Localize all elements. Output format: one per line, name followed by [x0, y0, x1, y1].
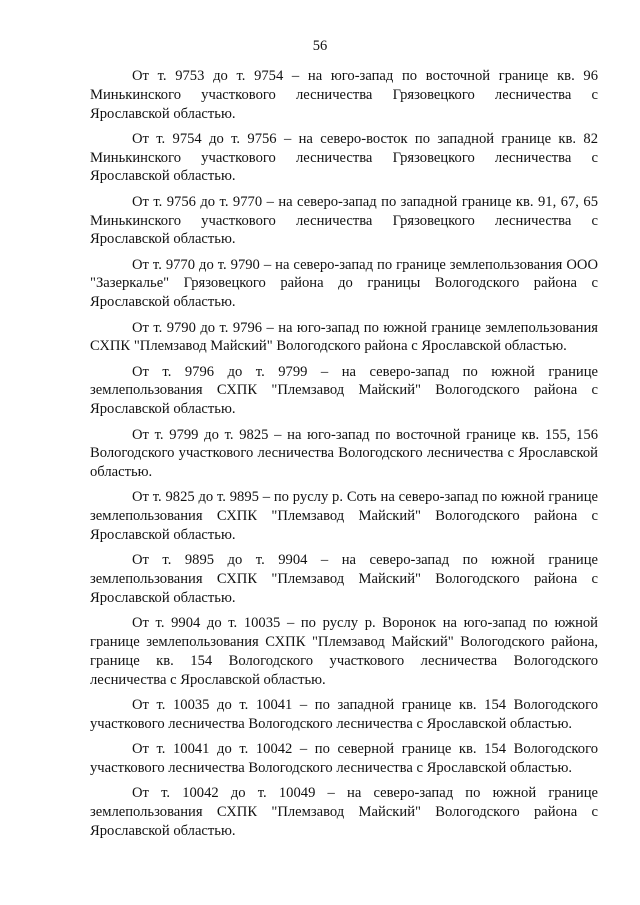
boundary-paragraph-5: От т. 9790 до т. 9796 – на юго-запад по южной границе землепользования СХПК "Племзавод Майский" Вологодского района с Ярославской областью.	[90, 319, 598, 355]
boundary-paragraph-4: От т. 9770 до т. 9790 – на северо-запад по границе землепользования ООО "Зазеркалье" Грязовецкого района до границы Вологодского района с Ярославской областью.	[90, 256, 598, 311]
page-number: 56	[312, 38, 328, 54]
document-body	[90, 67, 598, 847]
boundary-paragraph-13: От т. 10042 до т. 10049 – на северо-запад по южной границе землепользования СХПК "Племзавод Майский" Вологодского района с Ярославской областью.	[90, 785, 598, 839]
boundary-paragraph-9: От т. 9895 до т. 9904 – на северо-запад по южной границе землепользования СХПК "Племзавод Майский" Вологодского района с Ярославской областью.	[90, 552, 598, 606]
boundary-paragraph-8: От т. 9825 до т. 9895 – по руслу р. Соть на северо-запад по южной границе землепользования СХПК "Племзавод Майский" Вологодского района с Ярославской областью.	[90, 489, 598, 544]
boundary-paragraph-10: От т. 9904 до т. 10035 – по руслу р. Воронок на юго-запад по южной границе землепользования СХПК "Племзавод Майский" Вологодского района, границе кв. 154 Вологодского участкового лесничества Вологодского лесничества с Ярославской областью.	[90, 615, 598, 688]
boundary-paragraph-1: От т. 9753 до т. 9754 – на юго-запад по восточной границе кв. 96 Минькинского участкового лесничества Грязовецкого лесничества с Ярославской областью.	[90, 68, 598, 122]
boundary-paragraph-2: От т. 9754 до т. 9756 – на северо-восток по западной границе кв. 82 Минькинского участкового лесничества Грязовецкого лесничества с Ярославской областью.	[90, 130, 598, 185]
boundary-paragraph-3: От т. 9756 до т. 9770 – на северо-запад по западной границе кв. 91, 67, 65 Минькинского участкового лесничества Грязовецкого лесничества с Ярославской областью.	[90, 193, 598, 248]
boundary-paragraph-7: От т. 9799 до т. 9825 – на юго-запад по восточной границе кв. 155, 156 Вологодского участкового лесничества Вологодского лесничества с Ярославской областью.	[90, 426, 598, 481]
boundary-paragraph-12: От т. 10041 до т. 10042 – по северной границе кв. 154 Вологодского участкового лесничества Вологодского лесничества с Ярославской областью.	[90, 741, 598, 776]
boundary-paragraph-11: От т. 10035 до т. 10041 – по западной границе кв. 154 Вологодского участкового лесничества Вологодского лесничества с Ярославской областью.	[90, 696, 598, 732]
boundary-paragraph-6: От т. 9796 до т. 9799 – на северо-запад по южной границе землепользования СХПК "Племзавод Майский" Вологодского района с Ярославской областью.	[90, 363, 598, 418]
